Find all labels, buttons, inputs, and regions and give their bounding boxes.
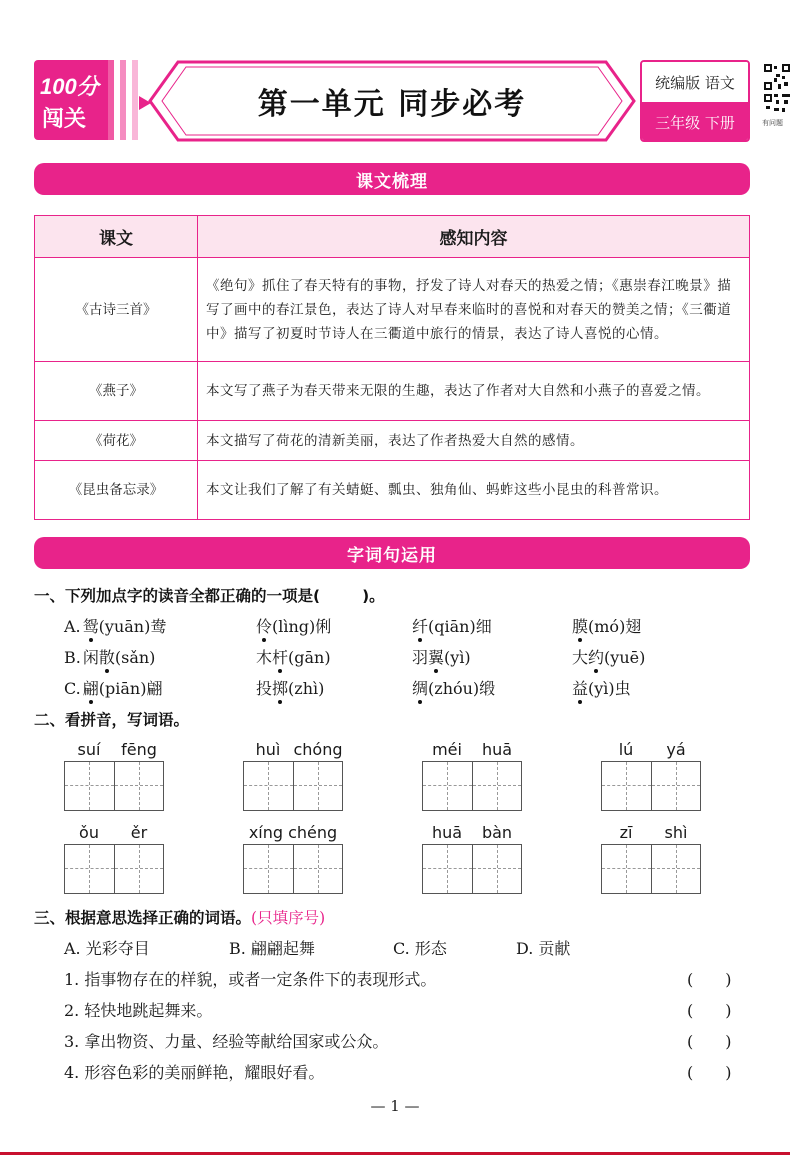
dotted-character: 益 (572, 679, 589, 698)
word-part: (qiān)细 (428, 617, 492, 636)
bottom-rule (0, 1152, 790, 1155)
answer-paren-1[interactable]: ( ) (687, 970, 732, 989)
word-part: (yuān)鸯 (98, 617, 167, 636)
dotted-character: 杆 (272, 648, 289, 667)
writing-cell[interactable] (293, 762, 342, 810)
table-row (35, 362, 750, 421)
dotted-character: 翩 (82, 679, 99, 698)
word-part: 木 (256, 648, 273, 667)
option-c-word (412, 676, 495, 699)
choice-a: A. 光彩夺目 (64, 939, 150, 958)
word-part: (mó)翅 (588, 617, 642, 636)
writing-cell[interactable] (244, 762, 293, 810)
writing-grid[interactable] (422, 844, 522, 894)
table-header-row (35, 216, 750, 258)
writing-cell[interactable] (472, 762, 521, 810)
dotted-character: 鸳 (82, 617, 99, 636)
definition-4: 4. 形容色彩的美丽鲜艳，耀眼好看。 (64, 1063, 325, 1082)
pinyin-label (64, 740, 164, 759)
option-a-word (412, 614, 492, 637)
definition-3: 3. 拿出物资、力量、经验等献给国家或公众。 (64, 1032, 389, 1051)
brand-stripes (108, 60, 138, 140)
word-part: (piān)翩 (98, 679, 163, 698)
lesson-name: 《荷花》 (35, 421, 198, 461)
brand-logo (34, 60, 144, 140)
choice-d: D. 贡献 (516, 939, 571, 958)
word-part: (yì) (444, 648, 471, 667)
pinyin-syllable: fēng (121, 740, 157, 759)
pinyin-syllable: méi (432, 740, 462, 759)
question-3-hint: (只填序号) (251, 909, 326, 927)
pinyin-syllable: bàn (481, 823, 513, 842)
writing-cell[interactable] (651, 845, 700, 893)
option-letter: C. (64, 679, 81, 698)
edition-label: 统编版 语文 (642, 62, 748, 102)
pinyin-syllable: huì (255, 740, 281, 759)
writing-grid[interactable] (422, 761, 522, 811)
pinyin-label (243, 823, 343, 842)
writing-cell[interactable] (114, 762, 163, 810)
section-bar-word-usage: 字词句运用 (34, 537, 750, 569)
option-c-word (64, 676, 162, 699)
writing-cell[interactable] (602, 845, 651, 893)
brand-top-text: 100分 (40, 74, 99, 99)
pinyin-syllable: xíng chéng (248, 823, 338, 842)
word-part: (lìng)俐 (272, 617, 332, 636)
question-1-end: )。 (362, 587, 385, 605)
definition-2: 2. 轻快地跳起舞来。 (64, 1001, 213, 1020)
question-3-stem (34, 906, 325, 928)
answer-paren-3[interactable]: ( ) (687, 1032, 732, 1051)
writing-grid[interactable] (243, 844, 343, 894)
dotted-character: 约 (588, 648, 605, 667)
lesson-content: 《绝句》抓住了春天特有的事物，抒发了诗人对春天的热爱之情；《惠崇春江晚景》描写了画中的春江景色，表达了诗人对早春来临时的喜悦和对春天的赞美之情；《三衢道中》描写了初夏时节诗人在三衢道中旅行的情景，表达了诗人喜悦的心情。 (198, 258, 750, 362)
col-content-header: 感知内容 (198, 216, 750, 258)
option-a-word (572, 614, 641, 637)
pinyin-label (422, 740, 522, 759)
option-b-word (64, 645, 155, 668)
pinyin-syllable: zī (619, 823, 633, 842)
pinyin-label (64, 823, 164, 842)
dotted-character: 翼 (428, 648, 445, 667)
page-title: 第一单元 同步必考 (257, 87, 527, 122)
pinyin-label (601, 740, 701, 759)
dotted-character: 掷 (272, 679, 289, 698)
lesson-content: 本文让我们了解了有关蜻蜓、瓢虫、独角仙、蚂蚱这些小昆虫的科普常识。 (198, 461, 750, 520)
choice-c: C. 形态 (393, 939, 447, 958)
table-row (35, 421, 750, 461)
writing-cell[interactable] (423, 845, 472, 893)
option-a-word (64, 614, 166, 637)
question-1-text: 一、下列加点字的读音全都正确的一项是( (34, 587, 321, 605)
writing-cell[interactable] (602, 762, 651, 810)
pinyin-syllable: ǒu (79, 823, 99, 842)
writing-grid[interactable] (243, 761, 343, 811)
brand-bottom-text: 闯关 (42, 106, 87, 131)
pinyin-syllable: suí (77, 740, 101, 759)
dotted-character: 绸 (412, 679, 429, 698)
pinyin-syllable: huā (431, 823, 463, 842)
word-part: 羽 (412, 648, 429, 667)
word-part: (yuē) (604, 648, 646, 667)
writing-cell[interactable] (65, 762, 114, 810)
page-number: — 1 — (370, 1097, 420, 1115)
word-part: 大 (572, 648, 589, 667)
writing-cell[interactable] (472, 845, 521, 893)
dotted-character: 散 (98, 648, 115, 667)
answer-paren-2[interactable]: ( ) (687, 1001, 732, 1020)
word-part: 投 (256, 679, 273, 698)
lesson-content: 本文写了燕子为春天带来无限的生趣，表达了作者对大自然和小燕子的喜爱之情。 (198, 362, 750, 421)
section-bar-lesson-review: 课文梳理 (34, 163, 750, 195)
pinyin-label (601, 823, 701, 842)
word-part: (zhóu)缎 (428, 679, 496, 698)
writing-grid[interactable] (64, 761, 164, 811)
option-a-word (256, 614, 331, 637)
writing-cell[interactable] (651, 762, 700, 810)
writing-cell[interactable] (244, 845, 293, 893)
lesson-name: 《燕子》 (35, 362, 198, 421)
pinyin-syllable: lú (618, 740, 634, 759)
pinyin-label (422, 823, 522, 842)
pinyin-syllable: shì (664, 823, 688, 842)
definition-1: 1. 指事物存在的样貌，或者一定条件下的表现形式。 (64, 970, 437, 989)
table-row (35, 258, 750, 362)
qr-code-icon (764, 64, 790, 116)
option-b-word (572, 645, 645, 668)
dotted-character: 膜 (572, 617, 589, 636)
lesson-content: 本文描写了荷花的清新美丽，表达了作者热爱大自然的感情。 (198, 421, 750, 461)
writing-cell[interactable] (114, 845, 163, 893)
question-1-stem (34, 584, 385, 606)
word-part: (sǎn) (114, 648, 156, 667)
option-letter: A. (64, 617, 81, 636)
lesson-name: 《古诗三首》 (35, 258, 198, 362)
writing-grid[interactable] (601, 844, 701, 894)
writing-cell[interactable] (293, 845, 342, 893)
question-2-stem: 二、看拼音，写词语。 (34, 711, 190, 729)
pinyin-syllable: huā (481, 740, 513, 759)
grade-label: 三年级 下册 (642, 102, 748, 142)
option-b-word (412, 645, 471, 668)
word-part: 闲 (82, 648, 99, 667)
writing-cell[interactable] (65, 845, 114, 893)
dotted-character: 纤 (412, 617, 429, 636)
edition-badge (640, 60, 750, 142)
col-lesson-header: 课文 (35, 216, 198, 258)
pinyin-syllable: chóng (293, 740, 343, 759)
option-c-word (256, 676, 324, 699)
word-part: (zhì) (288, 679, 325, 698)
writing-grid[interactable] (601, 761, 701, 811)
word-part: (gān) (288, 648, 331, 667)
pinyin-syllable: yá (666, 740, 686, 759)
writing-grid[interactable] (64, 844, 164, 894)
question-3-text: 三、根据意思选择正确的词语。 (34, 909, 252, 927)
dotted-character: 伶 (256, 617, 273, 636)
answer-paren-4[interactable]: ( ) (687, 1063, 732, 1082)
lesson-name: 《昆虫备忘录》 (35, 461, 198, 520)
word-part: (yì)虫 (588, 679, 631, 698)
choice-b: B. 翩翩起舞 (229, 939, 315, 958)
lesson-table (34, 215, 750, 520)
option-b-word (256, 645, 331, 668)
table-row (35, 461, 750, 520)
pinyin-syllable: ěr (130, 823, 148, 842)
pinyin-label (243, 740, 343, 759)
option-letter: B. (64, 648, 81, 667)
writing-cell[interactable] (423, 762, 472, 810)
qr-label: 有问题 (762, 119, 783, 127)
option-c-word (572, 676, 631, 699)
